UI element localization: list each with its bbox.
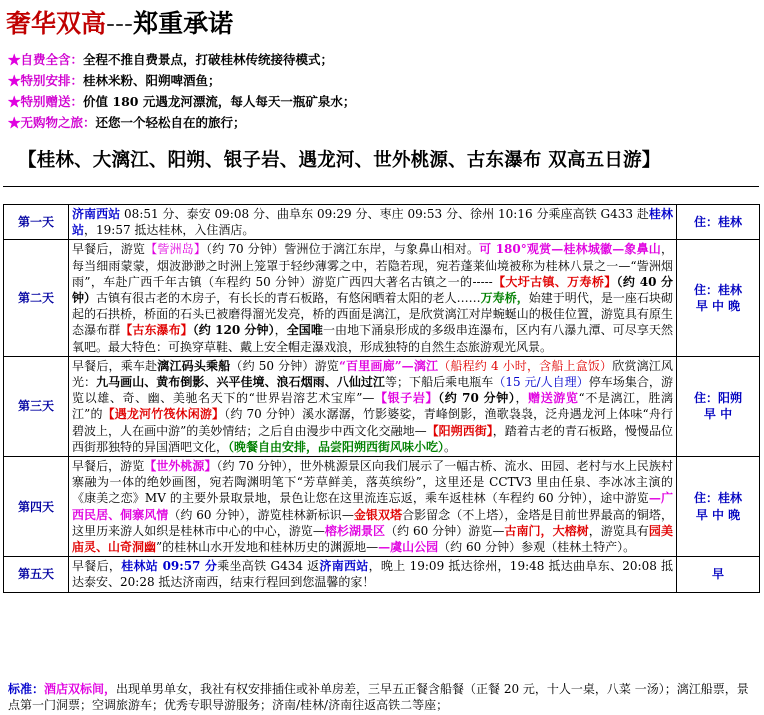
description-segment: ，19:57 抵达桂林，入住酒店。 <box>84 223 255 238</box>
description-segment: 【古东瀑布】 <box>120 323 193 338</box>
day-label: 第三天 <box>4 356 69 456</box>
description-segment: 【银子岩】 <box>374 391 439 406</box>
itinerary-table <box>3 204 760 593</box>
day-description <box>69 240 677 356</box>
stay-line: 早 中 晚 <box>695 299 741 314</box>
description-segment: 合影留念（不上塔），金塔是目前世界最高的铜塔，这里历来游人如织是桂林市中心的中心，游览— <box>72 507 673 538</box>
stay-line: 早 中 晚 <box>695 507 741 522</box>
divider <box>3 186 759 187</box>
description-segment: （船程约 4 小时，含船上盒饭） <box>438 358 613 373</box>
description-segment: 赠送游览 <box>528 391 579 406</box>
description-segment: ，踏着古老的青石板路，慢慢品位西街那独特的异国酒吧文化， <box>72 423 673 454</box>
day-description <box>69 356 677 456</box>
description-segment: 【世外桃源】 <box>144 459 217 474</box>
description-segment: 早餐后， <box>72 559 122 574</box>
description-segment: （约 70 分钟），世外桃源景区向我们展示了一幅古桥、流水、田园、老村与水上民族村寨融为一体的绝妙画图，宛若陶渊明笔下“芳草鲜美，落英缤纷”，这里还是 CCTV3 里由任泉、李冰冰主演的《康美之恋》MV 的主要外景取景地，景色让您在这里流连忘返，乘车返桂林（车程约 60 分钟），途中游览 <box>72 459 673 506</box>
description-segment: ，晚上 19:09 抵达徐州，19:48 抵达曲阜东、20:08 抵达泰安、20:28 抵达济南西，结束行程回到您温馨的家！ <box>72 559 673 590</box>
description-segment: 济南西站 <box>72 207 121 221</box>
title-separator: --- <box>106 9 134 38</box>
stay-line: 早 <box>711 567 724 582</box>
itinerary-row <box>4 557 760 592</box>
description-segment: 早餐后，乘车赴 <box>72 358 158 373</box>
description-segment: 可 180°观赏—桂林城徽—象鼻山 <box>479 242 661 257</box>
description-segment: 【阳朔西街】 <box>426 423 493 438</box>
description-segment: 古镇有很古老的木房子，有长长的青石板路，有悠闲晒着太阳的老人…… <box>96 291 481 306</box>
standard-label: 标准： <box>8 682 45 696</box>
day-label: 第四天 <box>4 457 69 557</box>
stay-line: 早 中 <box>703 407 733 422</box>
stay-line: 住：桂林 <box>693 282 742 297</box>
description-segment: ，每当细雨蒙蒙，烟波渺渺之时洲上笼罩于轻纱薄雾之中，若隐若现，宛若蓬莱仙境被称为桂林八景之一—“訾洲烟雨”，车赴广西千年古镇（车程约 50 分钟）游览广西四大著名古镇之一的----- <box>72 242 673 289</box>
description-segment: 园美庙灵、山奇洞幽 <box>72 523 673 555</box>
day-label: 第一天 <box>4 205 69 240</box>
description-segment: 一由地下涌泉形成的多级串连瀑布，区内有八瀑九潭、可尽享天然氧吧。最大特色：可换穿草鞋、戴上安全帽走瀑戏浪，形成独特的自然生态旅游观光风景。 <box>72 323 673 354</box>
description-segment: ， <box>274 323 287 338</box>
star-icon: ★ <box>8 73 21 88</box>
description-segment: 九马画山、黄布倒影、兴平佳境、浪石烟雨、八仙过江 <box>96 375 385 390</box>
description-segment: 古南门，大榕树 <box>504 523 589 538</box>
description-segment: ，游览具有 <box>588 523 649 538</box>
description-segment: 乘坐高铁 G434 返 <box>217 559 320 574</box>
itinerary-row <box>4 240 760 356</box>
feature-label: 无购物之旅： <box>20 115 96 130</box>
feature-text: 桂林米粉、阳朔啤酒鱼； <box>83 73 221 88</box>
feature-item <box>8 92 355 110</box>
description-segment: （晚餐自由安排，品尝阳朔西街风味小吃） <box>228 439 445 454</box>
description-segment: （约 50 分钟）游览 <box>230 358 339 373</box>
day-description <box>69 557 677 592</box>
standard-text: 出现单男单女，我社有权安排插住或补单房差，三早五正餐含船餐（正餐 20 元，十人一桌，八菜 一汤）；漓江船票，景点第一门洞票；空调旅游车；优秀专职导游服务；济南/桂林/济南往返高铁二等座； <box>8 682 749 712</box>
day-label: 第二天 <box>4 240 69 356</box>
description-segment: 【訾洲岛】 <box>145 242 207 257</box>
description-segment: 漓江码头乘船 <box>157 358 231 373</box>
feature-item <box>8 113 246 131</box>
description-segment: （约 40 分钟） <box>72 274 673 306</box>
star-icon: ★ <box>8 94 21 109</box>
description-segment: 等；下船后乘电瓶车 <box>384 375 494 390</box>
standard-hotel-label: 酒店双标间， <box>44 682 117 696</box>
description-segment: “不是漓江，胜漓江”的 <box>72 391 673 422</box>
feature-label: 自费全含： <box>20 52 84 67</box>
description-segment: 停车场集合，游览以雄、奇、幽、美驰名天下的“世界岩溶艺术宝库”— <box>72 375 673 406</box>
description-segment: （约 120 分钟） <box>192 323 275 338</box>
day-description <box>69 205 677 240</box>
feature-text: 还您一个轻松自在的旅行； <box>95 115 246 130</box>
description-segment: （约 70 分钟）溪水潺潺，竹影婆娑，青峰倒影，渔歌袅袅，泛舟遇龙河上体味“舟行碧波上，人在画中游”的美妙情结；之后自由漫步中西文化交融地— <box>72 407 673 438</box>
day-description <box>69 457 677 557</box>
description-segment: （约 60 分钟）游览— <box>385 523 505 538</box>
feature-item <box>8 50 333 68</box>
description-segment: 早餐后，游览 <box>72 459 145 474</box>
feature-label: 特别安排： <box>20 73 84 88</box>
feature-item <box>8 71 221 89</box>
description-segment: （约 70 分钟） <box>438 391 516 406</box>
description-segment: 桂林站 <box>72 207 673 238</box>
description-segment: ， <box>515 391 529 406</box>
description-segment: 。 <box>444 439 457 454</box>
star-icon: ★ <box>8 52 21 67</box>
description-segment: 桂林站 09:57 分 <box>121 559 218 574</box>
description-segment: 全国唯 <box>286 323 323 338</box>
description-segment: （约 60 分钟），游览桂林新标识— <box>168 507 354 522</box>
description-segment: 始建于明代，是一座石块砌起的石拱桥，桥面的石头已被磨得溜光发亮，桥的西面是漓江，是欣赏漓江对岸蜿蜒山的极佳位置，游览具有原生态瀑布群 <box>72 291 673 338</box>
description-segment: —广西民居、侗寨风情 <box>72 491 673 522</box>
stay-line: 住：阳朔 <box>693 391 742 406</box>
description-segment: 08:51 分、泰安 09:08 分、曲阜东 09:29 分、枣庄 09:53 分、徐州 10:16 分乘座高铁 G433 赴 <box>120 207 649 221</box>
description-segment: —虞山公园 <box>378 540 439 555</box>
itinerary-row <box>4 356 760 456</box>
title-main: 奢华双高 <box>6 9 107 38</box>
stay-meals <box>677 240 760 356</box>
description-segment: 金银双塔 <box>353 507 403 522</box>
stay-meals <box>677 457 760 557</box>
stay-meals <box>677 557 760 592</box>
tour-banner: 【桂林、大漓江、阳朔、银子岩、遇龙河、世外桃源、古东瀑布 双高五日游】 <box>18 150 661 171</box>
standard-note <box>8 681 760 713</box>
description-segment: “百里画廊”—漓江 <box>338 358 439 373</box>
description-segment: （约 70 分钟）訾洲位于漓江东岸，与象鼻山相对。 <box>206 242 480 257</box>
feature-text: 全程不推自费景点，打破桂林传统接待模式； <box>83 52 334 67</box>
description-segment: 【遇龙河竹筏休闲游】 <box>102 407 225 422</box>
feature-label: 特别赠送： <box>20 94 84 109</box>
description-segment: ”的桂林山水开发地和桂林历史的渊源地— <box>156 540 379 555</box>
description-segment: （15 元/人自理） <box>493 375 589 390</box>
description-segment: （约 60 分钟）参观（桂林土特产）。 <box>438 540 636 555</box>
description-segment: 榕杉湖景区 <box>324 523 386 538</box>
title-subtitle: 郑重承诺 <box>133 9 234 38</box>
star-icon: ★ <box>8 115 21 130</box>
description-segment: 万寿桥， <box>480 291 529 306</box>
itinerary-row <box>4 205 760 240</box>
description-segment: 济南西站 <box>319 559 369 574</box>
itinerary-row <box>4 457 760 557</box>
description-segment: 欣赏漓江风光： <box>72 358 673 390</box>
description-segment: 【大圩古镇、万寿桥】 <box>492 274 617 289</box>
page-title <box>6 4 233 40</box>
stay-meals <box>677 205 760 240</box>
description-segment: 早餐后，游览 <box>72 242 146 257</box>
feature-text: 价值 180 元遇龙河漂流，每人每天一瓶矿泉水； <box>83 94 356 109</box>
stay-line: 住：桂林 <box>693 491 742 506</box>
stay-line: 住：桂林 <box>693 215 742 230</box>
day-label: 第五天 <box>4 557 69 592</box>
stay-meals <box>677 356 760 456</box>
